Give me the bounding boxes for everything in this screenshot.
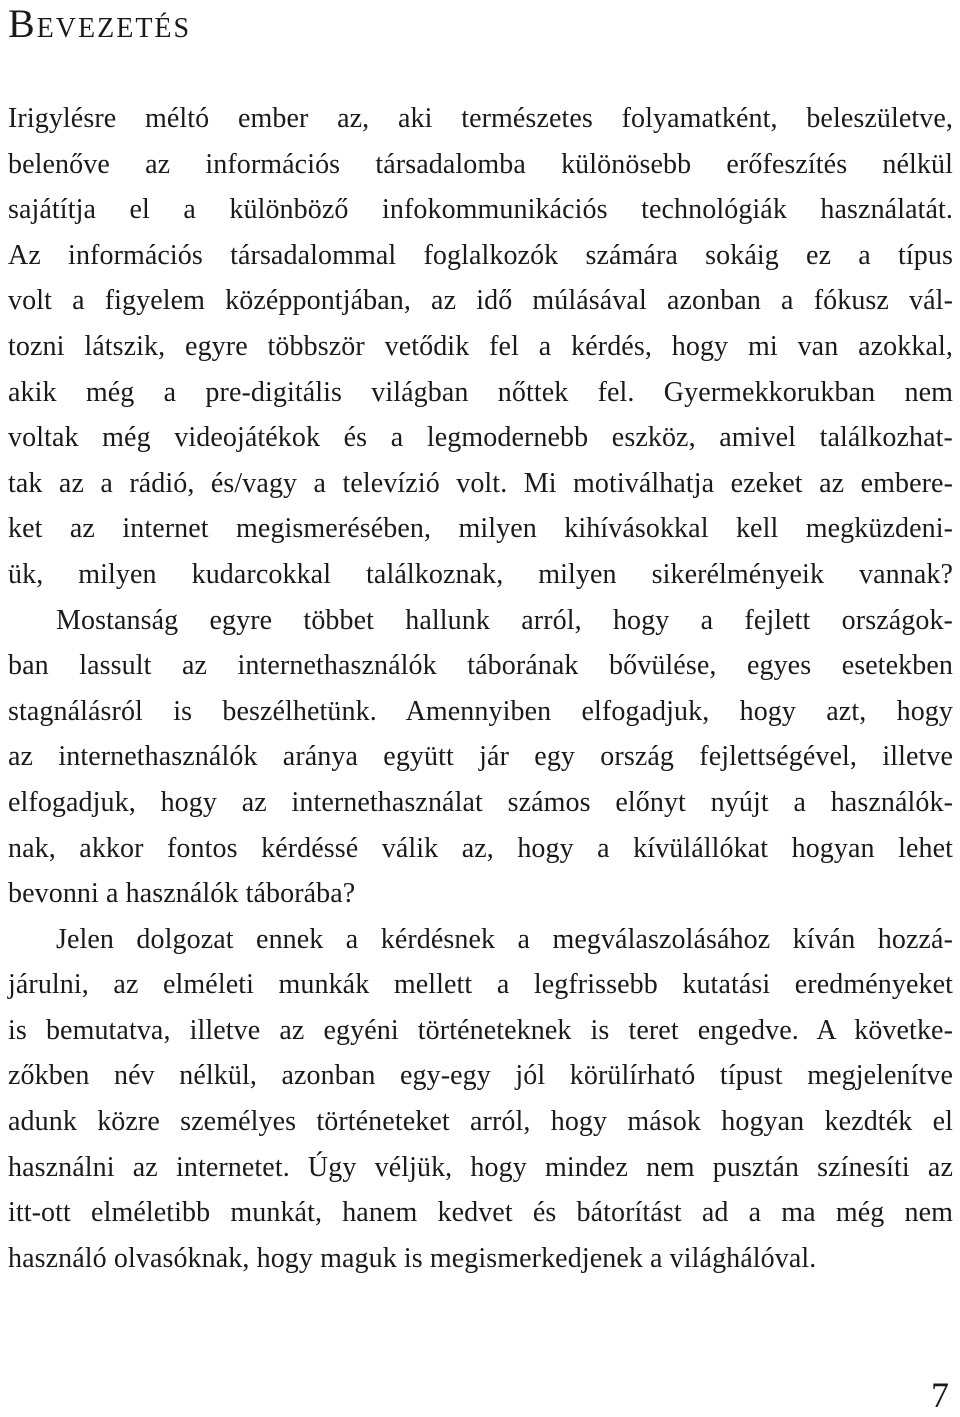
text-line: az internethasználók aránya együtt jár egy ország fejlettségével, illetve	[8, 741, 953, 773]
text-line: belenőve az információs társadalomba különösebb erőfeszítés nélkül	[8, 148, 953, 180]
text-line: volt a figyelem középpontjában, az idő múlásával azonban a fókusz vál-	[8, 285, 953, 317]
text-line: elfogadjuk, hogy az internethasználat számos előnyt nyújt a használók-	[8, 786, 953, 818]
text-line: voltak még videojátékok és a legmodernebb eszköz, amivel találkozhat-	[8, 422, 953, 454]
text-line: ket az internet megismerésében, milyen kihívásokkal kell megküzdeni-	[8, 513, 953, 545]
text-line: tak az a rádió, és/vagy a televízió volt. Mi motiválhatja ezeket az embere-	[8, 467, 953, 499]
text-line: nak, akkor fontos kérdéssé válik az, hogy a kívülállókat hogyan lehet	[8, 832, 953, 864]
text-line: Irigylésre méltó ember az, aki természetes folyamatként, beleszületve,	[8, 103, 953, 134]
text-line: bevonni a használók táborába?	[8, 878, 356, 910]
document-page	[8, 0, 953, 1417]
text-line: tozni látszik, egyre többször vetődik fel a kérdés, hogy mi van azokkal,	[8, 330, 953, 362]
chapter-heading: Bevezetés	[8, 1, 192, 46]
text-line: Mostanság egyre többet hallunk arról, hogy a fejlett országok-	[56, 604, 953, 636]
text-line: Jelen dolgozat ennek a kérdésnek a megválaszolásához kíván hozzá-	[56, 923, 953, 955]
text-line: sajátítja el a különböző infokommunikációs technológiák használatát.	[8, 194, 953, 226]
text-line: ban lassult az internethasználók táborának bővülése, egyes esetekben	[8, 650, 953, 682]
text-line: itt-ott elméletibb munkát, hanem kedvet és bátorítást ad a ma még nem	[8, 1197, 953, 1229]
text-line: járulni, az elméleti munkák mellett a legfrissebb kutatási eredményeket	[8, 969, 953, 1001]
text-line: használó olvasóknak, hogy maguk is megismerkedjenek a világhálóval.	[8, 1242, 817, 1274]
text-line: adunk közre személyes történeteket arról, hogy mások hogyan kezdték el	[8, 1106, 953, 1138]
body-text	[8, 96, 953, 1281]
text-line: is bemutatva, illetve az egyéni történeteknek is teret engedve. A követke-	[8, 1014, 953, 1046]
text-line: akik még a pre-digitális világban nőttek fel. Gyermekkorukban nem	[8, 376, 953, 408]
text-line: használni az internetet. Úgy véljük, hogy mindez nem pusztán színesíti az	[8, 1151, 953, 1183]
text-line: ük, milyen kudarcokkal találkoznak, milyen sikerélményeik vannak?	[8, 558, 953, 590]
page-number: 7	[931, 1375, 949, 1415]
text-line: stagnálásról is beszélhetünk. Amennyiben elfogadjuk, hogy azt, hogy	[8, 695, 953, 727]
text-line: zőkben név nélkül, azonban egy-egy jól körülírható típust megjelenítve	[8, 1060, 953, 1092]
text-line: Az információs társadalommal foglalkozók számára sokáig ez a típus	[8, 239, 953, 271]
